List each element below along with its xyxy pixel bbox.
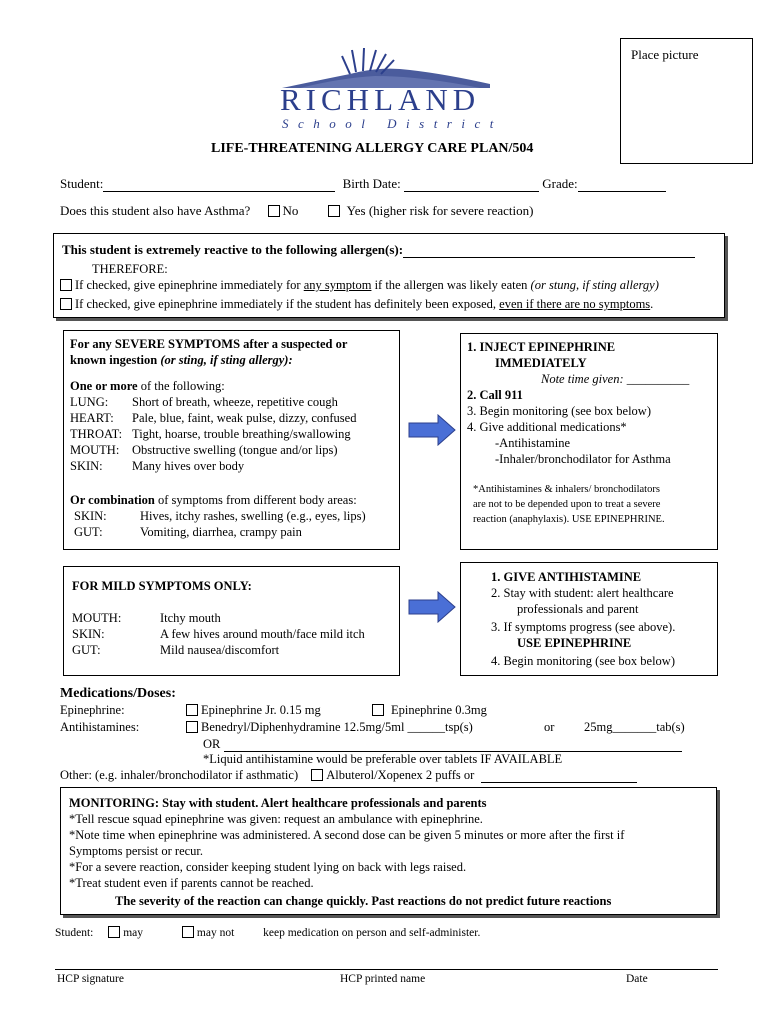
mild-step2-line2: professionals and parent xyxy=(517,602,639,616)
mild-heading: FOR MILD SYMPTOMS ONLY: xyxy=(72,579,252,593)
birth-date-label: Birth Date: xyxy=(342,176,401,191)
place-picture-box[interactable] xyxy=(620,38,753,164)
logo-subtitle: School District xyxy=(282,116,503,131)
symptom-desc: A few hives around mouth/face mild itch xyxy=(160,627,365,641)
severe-step4: 4. Give additional medications* xyxy=(467,420,627,434)
albuterol-field[interactable] xyxy=(481,770,637,783)
symptom-desc: Vomiting, diarrhea, crampy pain xyxy=(140,525,302,539)
mild-step2-line1: 2. Stay with student: alert healthcare xyxy=(491,586,674,600)
monitoring-line: *For a severe reaction, consider keeping student lying on back with legs raised. xyxy=(69,860,467,874)
option2-underlined: even if there are no symptoms xyxy=(499,297,651,311)
asthma-no-checkbox[interactable] xyxy=(268,205,280,217)
symptom-desc: Obstructive swelling (tongue and/or lips) xyxy=(132,443,338,457)
mild-symptoms-box xyxy=(63,566,400,676)
symptom-desc: Itchy mouth xyxy=(160,611,221,625)
epi-jr-label: Epinephrine Jr. 0.15 mg xyxy=(201,703,321,717)
symptom-desc: Mild nausea/discomfort xyxy=(160,643,280,657)
student-label: Student: xyxy=(60,176,104,191)
may-not-checkbox[interactable] xyxy=(182,926,194,938)
antihistamines-label: Antihistamines: xyxy=(60,720,140,734)
severe-footnote-1: *Antihistamines & inhalers/ bronchodilators xyxy=(473,484,660,495)
option1-mid: if the allergen was likely eaten xyxy=(371,278,531,292)
symptom-row xyxy=(70,395,338,410)
grade-field[interactable] xyxy=(578,179,666,192)
or-combination: Or combination xyxy=(70,493,155,507)
asthma-question: Does this student also have Asthma? xyxy=(60,203,251,218)
self-admin-text: keep medication on person and self-administer. xyxy=(263,927,481,939)
allergen-field[interactable] xyxy=(403,245,695,258)
option1-underlined: any symptom xyxy=(303,278,372,292)
symptom-desc: Tight, hoarse, trouble breathing/swallowing xyxy=(132,427,351,441)
option1-prefix: If checked, give epinephrine immediately for xyxy=(75,278,304,292)
mild-step1: 1. GIVE ANTIHISTAMINE xyxy=(491,570,642,584)
symptom-area: SKIN: xyxy=(74,509,107,523)
monitoring-line: Symptoms persist or recur. xyxy=(69,844,204,858)
signature-line[interactable] xyxy=(55,969,718,970)
date-label: Date xyxy=(626,973,648,985)
severe-step3: 3. Begin monitoring (see box below) xyxy=(467,404,651,418)
other-antihistamine-field[interactable] xyxy=(224,739,682,752)
severe-actions-box xyxy=(460,333,718,550)
symptom-desc: Pale, blue, faint, weak pulse, dizzy, confused xyxy=(132,411,357,425)
symptom-area: SKIN: xyxy=(72,627,105,641)
hcp-printed-name-label: HCP printed name xyxy=(340,973,426,985)
liquid-note: *Liquid antihistamine would be preferable over tablets IF AVAILABLE xyxy=(203,752,563,766)
monitoring-box xyxy=(60,787,717,915)
tabs-label: 25mg_______tab(s) xyxy=(584,720,685,734)
epi-regular-checkbox[interactable] xyxy=(372,704,384,716)
severe-footnote-3: reaction (anaphylaxis). USE EPINEPHRINE. xyxy=(473,514,665,525)
symptom-row xyxy=(70,427,351,442)
right-arrow-icon xyxy=(408,591,456,623)
albuterol-checkbox[interactable] xyxy=(311,769,323,781)
grade-label: Grade: xyxy=(542,176,578,191)
medications-heading: Medications/Doses: xyxy=(60,686,176,701)
severe-step4-sub2: -Inhaler/bronchodilator for Asthma xyxy=(495,452,671,466)
monitoring-line: *Treat student even if parents cannot be reached. xyxy=(69,876,314,890)
severe-step2: 2. Call 911 xyxy=(467,388,523,402)
symptom-desc: Short of breath, wheeze, repetitive cough xyxy=(132,395,338,409)
place-picture-label: Place picture xyxy=(631,47,699,62)
option1-italic: (or stung, if sting allergy) xyxy=(530,278,659,292)
or-word: or xyxy=(544,720,555,734)
mild-actions-box xyxy=(460,562,718,676)
asthma-no-label: No xyxy=(282,203,299,218)
symptom-area: MOUTH: xyxy=(72,611,122,625)
may-not-label: may not xyxy=(196,927,235,939)
may-checkbox[interactable] xyxy=(108,926,120,938)
severe-step1-line2: IMMEDIATELY xyxy=(495,356,587,370)
severe-step1-line1: 1. INJECT EPINEPHRINE xyxy=(467,340,616,354)
severe-heading-line1: For any SEVERE SYMPTOMS after a suspected or xyxy=(70,337,348,351)
benadryl-checkbox[interactable] xyxy=(186,721,198,733)
symptom-desc: Hives, itchy rashes, swelling (e.g., eyes, lips) xyxy=(140,509,366,523)
monitoring-line: *Tell rescue squad epinephrine was given: request an ambulance with epinephrine. xyxy=(69,812,483,826)
student-name-field[interactable] xyxy=(103,179,335,192)
symptom-area: GUT: xyxy=(74,525,103,539)
any-symptom-checkbox[interactable] xyxy=(60,279,72,291)
mild-step4: 4. Begin monitoring (see box below) xyxy=(491,654,675,668)
allergen-box xyxy=(53,233,725,318)
epi-regular-label: Epinephrine 0.3mg xyxy=(391,703,487,717)
symptom-area: LUNG: xyxy=(70,395,109,409)
self-admin-student-label: Student: xyxy=(55,927,94,939)
other-label: Other: (e.g. inhaler/bronchodilator if asthmatic) xyxy=(60,768,299,782)
symptom-desc: Many hives over body xyxy=(132,459,245,473)
or-combination-rest: of symptoms from different body areas: xyxy=(154,493,357,507)
one-or-more-rest: of the following: xyxy=(137,379,225,393)
benadryl-label: Benedryl/Diphenhydramine 12.5mg/5ml ______tsp(s) xyxy=(201,720,473,734)
monitoring-line: *Note time when epinephrine was administered. A second dose can be given 5 minutes or more after the first if xyxy=(69,828,625,842)
mild-step3-bold: USE EPINEPHRINE xyxy=(517,636,632,650)
symptom-row xyxy=(70,411,356,426)
monitoring-heading: MONITORING: Stay with student. Alert healthcare professionals and parents xyxy=(69,796,487,810)
no-symptoms-checkbox[interactable] xyxy=(60,298,72,310)
combination-row xyxy=(74,525,302,540)
combination-row xyxy=(74,509,366,524)
epi-jr-checkbox[interactable] xyxy=(186,704,198,716)
hcp-signature-label: HCP signature xyxy=(57,973,124,985)
mild-symptom-row xyxy=(72,611,221,626)
or-label: OR xyxy=(203,737,221,751)
birth-date-field[interactable] xyxy=(404,179,539,192)
symptom-area: MOUTH: xyxy=(70,443,120,457)
allergen-heading: This student is extremely reactive to the following allergen(s): xyxy=(62,242,404,257)
symptom-row xyxy=(70,459,244,474)
monitoring-footer: The severity of the reaction can change quickly. Past reactions do not predict future reactions xyxy=(115,894,612,908)
albuterol-label: Albuterol/Xopenex 2 puffs or xyxy=(326,768,475,782)
therefore-label: THEREFORE: xyxy=(92,262,168,276)
severe-heading-italic: (or sting, if sting allergy): xyxy=(160,353,293,367)
symptom-area: THROAT: xyxy=(70,427,123,441)
note-time-given: Note time given: __________ xyxy=(541,372,690,386)
symptom-row xyxy=(70,443,338,458)
asthma-yes-label: Yes (higher risk for severe reaction) xyxy=(346,203,534,218)
one-or-more: One or more xyxy=(70,379,138,393)
logo-name: RICHLAND xyxy=(280,82,481,117)
severe-heading-line2: known ingestion xyxy=(70,353,161,367)
right-arrow-icon xyxy=(408,414,456,446)
asthma-yes-checkbox[interactable] xyxy=(328,205,340,217)
may-label: may xyxy=(123,927,144,939)
severe-footnote-2: are not to be depended upon to treat a severe xyxy=(473,499,661,510)
form-title: LIFE-THREATENING ALLERGY CARE PLAN/504 xyxy=(211,141,534,156)
epinephrine-label: Epinephrine: xyxy=(60,703,125,717)
severe-symptoms-box xyxy=(63,330,400,550)
symptom-area: HEART: xyxy=(70,411,114,425)
symptom-area: SKIN: xyxy=(70,459,103,473)
mild-symptom-row xyxy=(72,627,365,642)
mild-step3: 3. If symptoms progress (see above). xyxy=(491,620,676,634)
symptom-area: GUT: xyxy=(72,643,101,657)
district-logo xyxy=(280,44,503,134)
option2-suffix: . xyxy=(650,297,654,311)
severe-step4-sub1: -Antihistamine xyxy=(495,436,570,450)
mild-symptom-row xyxy=(72,643,279,658)
option2-prefix: If checked, give epinephrine immediately if the student has definitely been exposed, xyxy=(75,297,500,311)
